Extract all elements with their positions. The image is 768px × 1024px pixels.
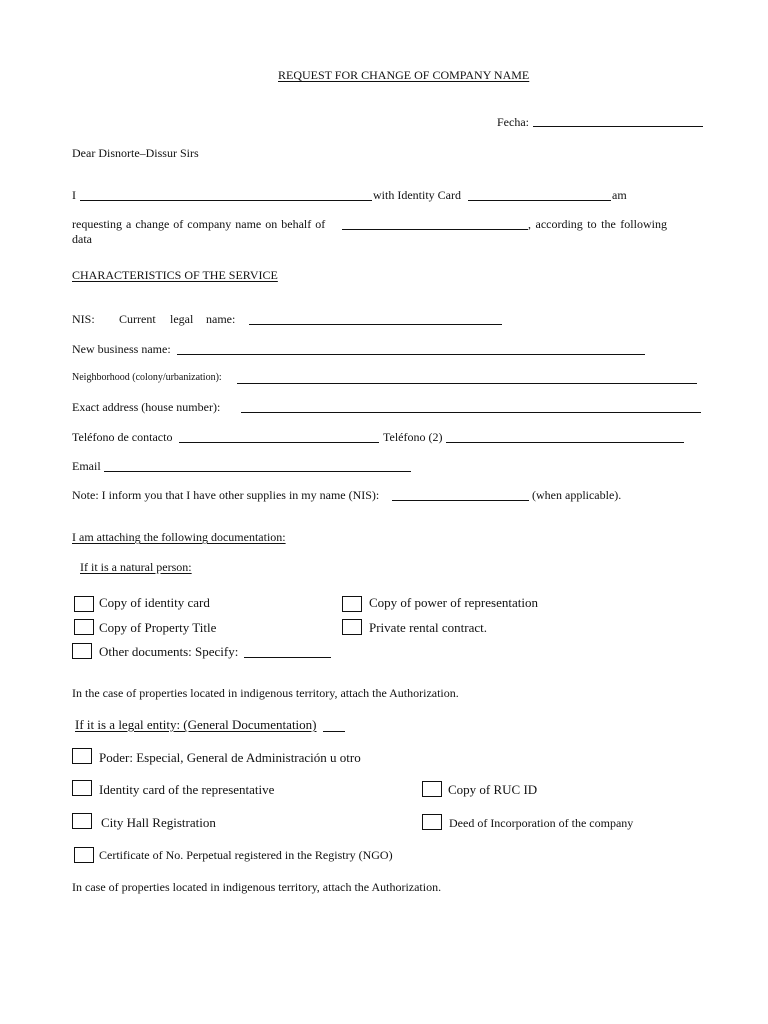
legal-label: legal <box>170 312 194 326</box>
label-copy-property-title: Copy of Property Title <box>99 620 217 635</box>
telefono-contacto-label: Teléfono de contacto <box>72 430 173 444</box>
intro-i: I <box>72 188 76 202</box>
label-certificate-ngo: Certificate of No. Perpetual registered in the Registry (NGO) <box>99 848 393 862</box>
current-label: Current <box>119 312 156 326</box>
label-copy-power-of-representation: Copy of power of representation <box>369 595 538 610</box>
checkbox-copy-power-of-representation[interactable] <box>342 596 362 612</box>
neighborhood-field[interactable] <box>237 383 697 384</box>
note-text: Note: I inform you that I have other supplies in my name (NIS): <box>72 488 380 502</box>
neighborhood-label: Neighborhood (colony/urbanization): <box>72 372 222 383</box>
note-suffix: (when applicable). <box>532 488 622 502</box>
legal-entity-heading-underline <box>323 731 345 732</box>
checkbox-city-hall-registration[interactable] <box>72 813 92 829</box>
telefono-2-field[interactable] <box>446 442 684 443</box>
other-nis-field[interactable] <box>392 500 529 501</box>
name-label: name: <box>206 312 236 326</box>
email-field[interactable] <box>104 471 411 472</box>
date-field[interactable] <box>533 126 703 127</box>
current-legal-name-field[interactable] <box>249 324 502 325</box>
new-business-name-field[interactable] <box>177 354 645 355</box>
checkbox-certificate-ngo[interactable] <box>74 847 94 863</box>
checkbox-copy-property-title[interactable] <box>74 619 94 635</box>
date-label: Fecha: <box>497 115 529 129</box>
natural-person-heading: If it is a natural person: <box>80 560 192 574</box>
label-copy-ruc-id: Copy of RUC ID <box>448 782 538 797</box>
nis-label: NIS: <box>72 312 95 326</box>
according-text: , according to the following <box>528 217 667 231</box>
checkbox-identity-card-representative[interactable] <box>72 780 92 796</box>
data-text: data <box>72 232 92 246</box>
label-poder: Poder: Especial, General de Administración u otro <box>99 750 361 765</box>
label-private-rental-contract: Private rental contract. <box>369 620 488 635</box>
requesting-text: requesting a change of company name on behalf of <box>72 217 326 231</box>
label-deed-of-incorporation: Deed of Incorporation of the company <box>449 816 634 830</box>
on-behalf-of-field[interactable] <box>342 229 528 230</box>
checkbox-other-documents[interactable] <box>72 643 92 659</box>
am-label: am <box>612 188 627 202</box>
legal-indigenous-note: In case of properties located in indigenous territory, attach the Authorization. <box>72 880 442 894</box>
applicant-name-field[interactable] <box>80 200 372 201</box>
email-label: Email <box>72 459 101 473</box>
salutation: Dear Disnorte–Dissur Sirs <box>72 146 199 160</box>
exact-address-label: Exact address (house number): <box>72 400 221 414</box>
label-city-hall-registration: City Hall Registration <box>101 815 216 830</box>
with-id-label: with Identity Card <box>373 188 461 202</box>
label-identity-card-representative: Identity card of the representative <box>99 782 275 797</box>
checkbox-private-rental-contract[interactable] <box>342 619 362 635</box>
attaching-heading: I am attaching the following documentation: <box>72 530 286 544</box>
checkbox-poder[interactable] <box>72 748 92 764</box>
new-business-name-label: New business name: <box>72 342 171 356</box>
checkbox-copy-identity-card[interactable] <box>74 596 94 612</box>
identity-card-field[interactable] <box>468 200 611 201</box>
exact-address-field[interactable] <box>241 412 701 413</box>
checkbox-copy-ruc-id[interactable] <box>422 781 442 797</box>
telefono-2-label: Teléfono (2) <box>383 430 443 444</box>
checkbox-deed-of-incorporation[interactable] <box>422 814 442 830</box>
label-other-documents: Other documents: Specify: <box>99 644 239 659</box>
page-title: REQUEST FOR CHANGE OF COMPANY NAME <box>278 68 530 82</box>
telefono-contacto-field[interactable] <box>179 442 379 443</box>
label-copy-identity-card: Copy of identity card <box>99 595 210 610</box>
natural-indigenous-note: In the case of properties located in indigenous territory, attach the Authorization. <box>72 686 459 700</box>
legal-entity-heading: If it is a legal entity: (General Documentation) <box>75 717 317 732</box>
other-documents-field[interactable] <box>244 657 331 658</box>
section-heading: CHARACTERISTICS OF THE SERVICE <box>72 268 278 282</box>
